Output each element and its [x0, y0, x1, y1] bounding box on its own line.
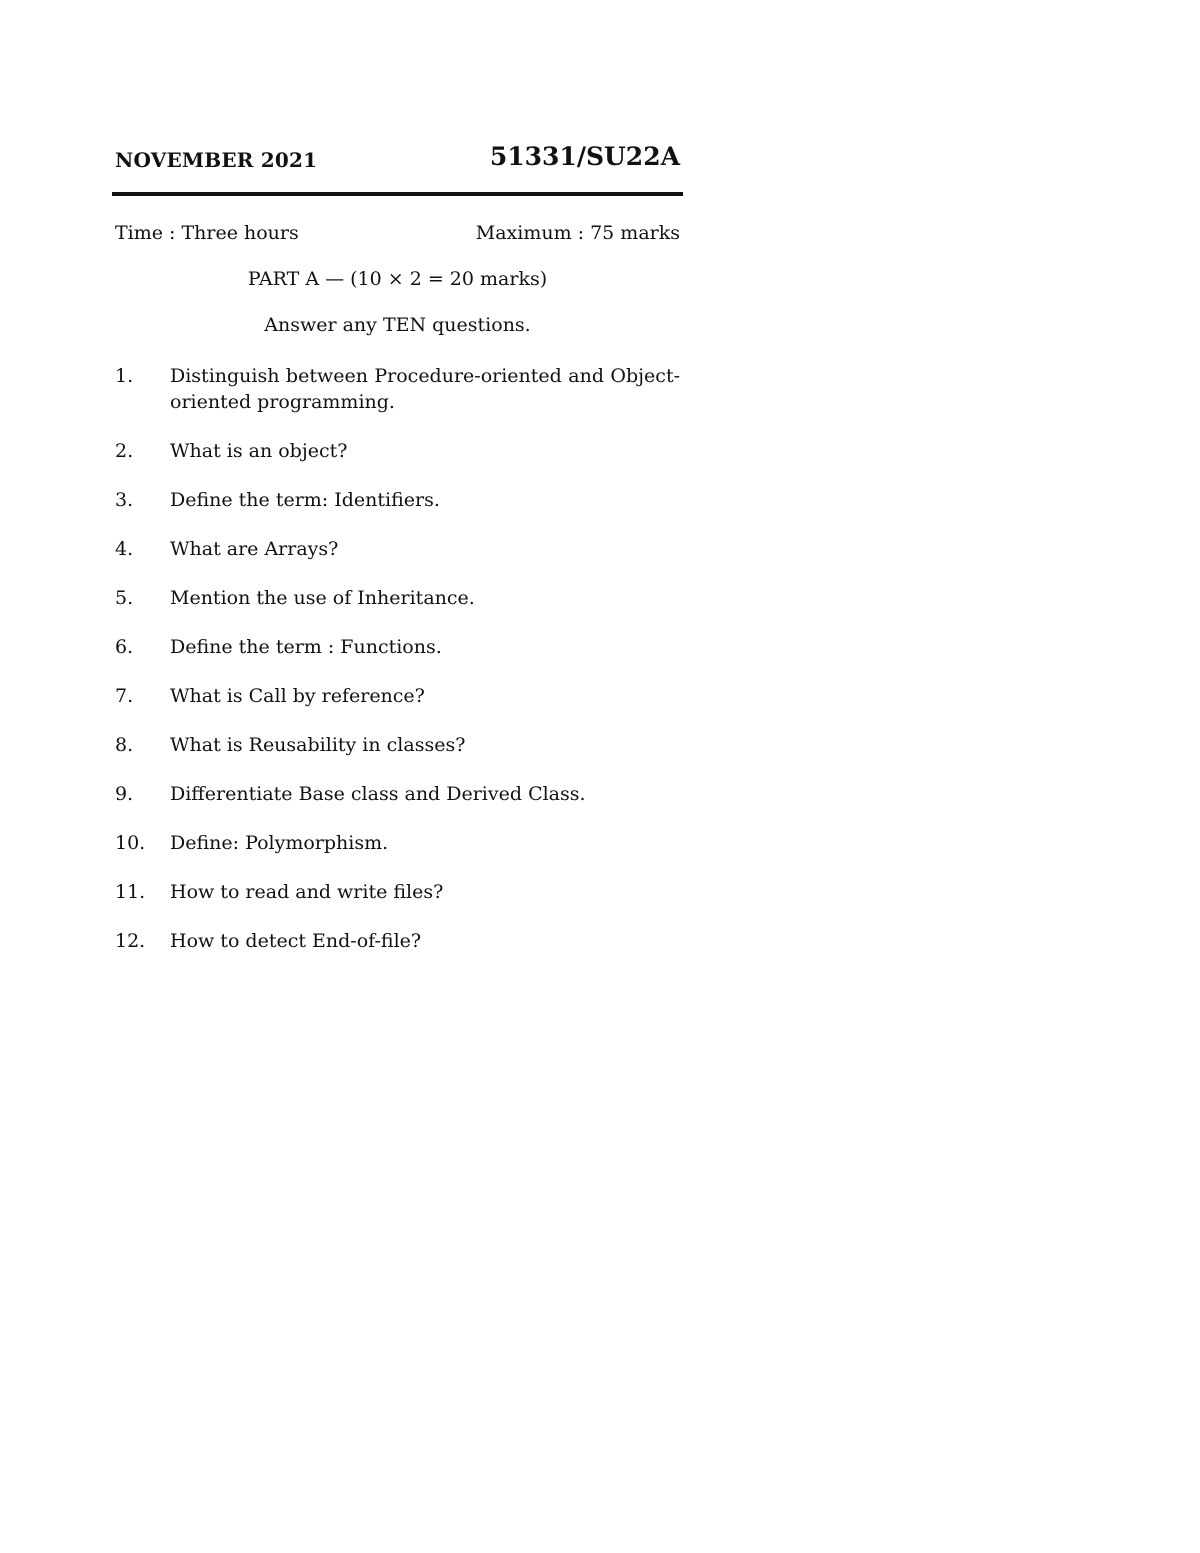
question-number: 12.: [115, 930, 146, 952]
question-number: 5.: [115, 587, 134, 609]
question-number: 4.: [115, 538, 134, 560]
question-text: What is an object?: [170, 440, 348, 462]
exam-meta: [115, 222, 680, 250]
part-a-instruction: Answer any TEN questions.: [264, 314, 531, 336]
question-item: [115, 438, 680, 464]
question-number: 8.: [115, 734, 134, 756]
question-number: 3.: [115, 489, 134, 511]
question-item: [115, 634, 680, 660]
question-item: [115, 732, 680, 758]
question-text: What is Reusability in classes?: [170, 734, 466, 756]
question-number: 7.: [115, 685, 134, 707]
question-text: How to detect End-of-file?: [170, 930, 422, 952]
exam-header: [115, 142, 680, 182]
question-text: What are Arrays?: [170, 538, 339, 560]
question-number: 2.: [115, 440, 134, 462]
question-number: 9.: [115, 783, 134, 805]
question-item: [115, 683, 680, 709]
exam-max-marks: Maximum : 75 marks: [475, 222, 680, 244]
paper-code: 51331/SU22A: [489, 142, 680, 171]
question-text: Mention the use of Inheritance.: [170, 587, 475, 609]
question-number: 1.: [115, 365, 134, 387]
question-text: Differentiate Base class and Derived Class.: [170, 783, 586, 805]
question-item: [115, 536, 680, 562]
question-item: [115, 781, 680, 807]
question-text: Define the term: Identifiers.: [170, 489, 440, 511]
question-number: 11.: [115, 881, 146, 903]
part-a-title: PART A — (10 × 2 = 20 marks): [247, 268, 548, 290]
question-text: Define the term : Functions.: [170, 636, 442, 658]
question-number: 6.: [115, 636, 134, 658]
question-item: [115, 830, 680, 856]
question-list: [115, 363, 680, 977]
question-number: 10.: [115, 832, 146, 854]
exam-month: NOVEMBER 2021: [115, 148, 318, 172]
question-item: [115, 879, 680, 905]
question-item: [115, 928, 680, 954]
exam-time: Time : Three hours: [115, 222, 299, 244]
header-divider: [112, 192, 683, 196]
question-text: How to read and write files?: [170, 881, 444, 903]
question-item: [115, 585, 680, 611]
question-text: What is Call by reference?: [170, 685, 425, 707]
question-text: Distinguish between Procedure-oriented and Object-oriented programming.: [170, 365, 680, 413]
question-text: Define: Polymorphism.: [170, 832, 389, 854]
question-item: [115, 487, 680, 513]
question-item: [115, 363, 680, 415]
